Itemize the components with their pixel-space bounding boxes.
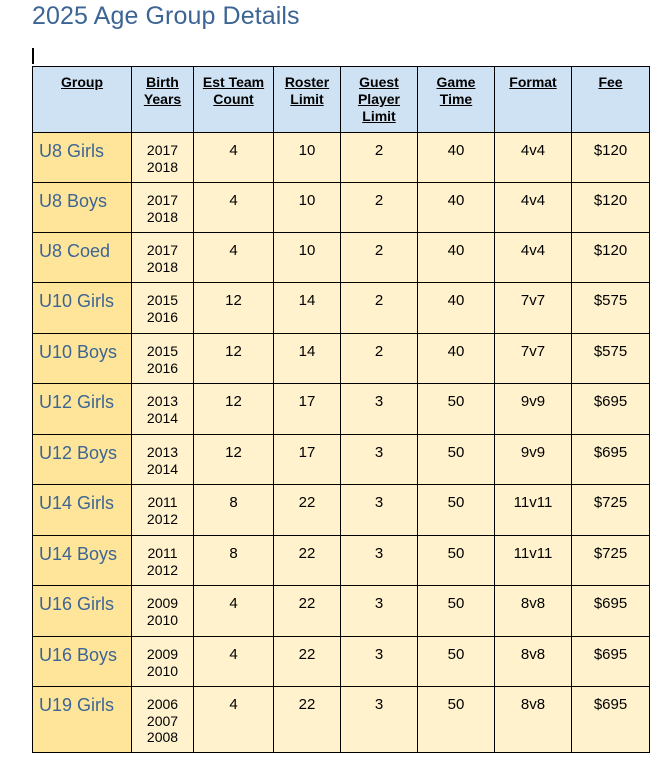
fee-cell: $725: [572, 536, 650, 586]
team-count-cell: 4: [194, 233, 274, 283]
roster-limit-cell: 10: [274, 233, 341, 283]
roster-limit-cell: 22: [274, 637, 341, 687]
text-cursor: [32, 48, 34, 64]
group-cell: U10 Boys: [33, 334, 132, 384]
guest-limit-cell: 3: [341, 384, 418, 435]
fee-cell: $120: [572, 183, 650, 233]
roster-limit-cell: 22: [274, 485, 341, 536]
format-cell: 4v4: [495, 133, 572, 183]
game-time-cell: 40: [418, 283, 495, 334]
team-count-cell: 4: [194, 687, 274, 753]
column-header-line: Birth: [146, 74, 179, 90]
table-row: [33, 183, 650, 233]
game-time-cell: 50: [418, 586, 495, 637]
fee-cell: $695: [572, 384, 650, 435]
group-cell: U16 Girls: [33, 586, 132, 637]
column-header-birth-years: [132, 67, 194, 133]
guest-limit-cell: 3: [341, 435, 418, 485]
format-cell: 8v8: [495, 586, 572, 637]
fee-cell: $695: [572, 586, 650, 637]
column-header-line: Est Team: [202, 74, 265, 90]
team-count-cell: 12: [194, 283, 274, 334]
fee-cell: $120: [572, 133, 650, 183]
column-header-line: Guest: [359, 74, 399, 90]
group-cell: U14 Girls: [33, 485, 132, 536]
birth-years-cell: [132, 435, 194, 485]
column-header-fee: [572, 67, 650, 133]
guest-limit-cell: 2: [341, 334, 418, 384]
birth-year: 2018: [146, 258, 179, 275]
birth-year: 2012: [146, 561, 179, 578]
fee-cell: $695: [572, 637, 650, 687]
birth-year: 2009: [146, 595, 179, 611]
fee-cell: $695: [572, 435, 650, 485]
birth-year: 2015: [146, 292, 179, 308]
birth-years-cell: [132, 586, 194, 637]
birth-years-cell: [132, 283, 194, 334]
table-header-row: [33, 67, 650, 133]
format-cell: 9v9: [495, 384, 572, 435]
birth-year: 2018: [146, 208, 179, 225]
column-header-group: [33, 67, 132, 133]
fee-cell: $695: [572, 687, 650, 753]
roster-limit-cell: 17: [274, 435, 341, 485]
format-cell: 11v11: [495, 536, 572, 586]
roster-limit-cell: 10: [274, 183, 341, 233]
birth-year: 2006: [146, 696, 179, 712]
game-time-cell: 40: [418, 334, 495, 384]
column-header-line: Count: [213, 91, 254, 107]
roster-limit-cell: 14: [274, 334, 341, 384]
birth-year: 2013: [146, 444, 179, 460]
table-row: [33, 384, 650, 435]
birth-years-cell: [132, 687, 194, 753]
group-cell: U8 Boys: [33, 183, 132, 233]
format-cell: 4v4: [495, 233, 572, 283]
guest-limit-cell: 3: [341, 637, 418, 687]
birth-year: 2013: [146, 393, 179, 409]
column-header-est-team-count: [194, 67, 274, 133]
table-row: [33, 586, 650, 637]
birth-year: 2016: [146, 359, 179, 376]
format-cell: 8v8: [495, 687, 572, 753]
birth-year: 2017: [146, 192, 179, 208]
guest-limit-cell: 2: [341, 133, 418, 183]
format-cell: 4v4: [495, 183, 572, 233]
team-count-cell: 12: [194, 334, 274, 384]
column-header-line: Limit: [362, 108, 396, 124]
team-count-cell: 8: [194, 536, 274, 586]
team-count-cell: 8: [194, 485, 274, 536]
table-row: [33, 133, 650, 183]
team-count-cell: 12: [194, 435, 274, 485]
birth-year: 2011: [147, 545, 178, 561]
format-cell: 9v9: [495, 435, 572, 485]
column-header-guest-player-limit: [341, 67, 418, 133]
team-count-cell: 12: [194, 384, 274, 435]
group-cell: U12 Girls: [33, 384, 132, 435]
birth-year: 2007: [146, 712, 179, 729]
table-row: [33, 637, 650, 687]
birth-year: 2016: [146, 308, 179, 325]
fee-cell: $725: [572, 485, 650, 536]
game-time-cell: 50: [418, 536, 495, 586]
table-row: [33, 485, 650, 536]
birth-year: 2010: [146, 662, 179, 679]
team-count-cell: 4: [194, 133, 274, 183]
game-time-cell: 50: [418, 687, 495, 753]
fee-cell: $575: [572, 334, 650, 384]
group-cell: U14 Boys: [33, 536, 132, 586]
group-cell: U10 Girls: [33, 283, 132, 334]
age-group-table: [32, 66, 650, 753]
birth-year: 2015: [146, 343, 179, 359]
table-row: [33, 334, 650, 384]
game-time-cell: 50: [418, 485, 495, 536]
column-header-line: Game: [436, 74, 476, 90]
column-header-line: Roster: [284, 74, 330, 90]
birth-year: 2010: [146, 611, 179, 628]
column-header-line: Player: [357, 91, 401, 107]
birth-year: 2018: [146, 158, 179, 175]
column-header-line: Years: [143, 91, 182, 107]
group-cell: U8 Coed: [33, 233, 132, 283]
column-header-line: Time: [439, 91, 473, 107]
game-time-cell: 40: [418, 183, 495, 233]
birth-years-cell: [132, 334, 194, 384]
table-row: [33, 536, 650, 586]
birth-year: 2012: [146, 510, 179, 527]
birth-years-cell: [132, 637, 194, 687]
table-body: [33, 133, 650, 753]
group-cell: U12 Boys: [33, 435, 132, 485]
roster-limit-cell: 17: [274, 384, 341, 435]
column-header-line: Limit: [290, 91, 324, 107]
column-header-line: Group: [61, 74, 103, 90]
guest-limit-cell: 2: [341, 233, 418, 283]
birth-year: 2017: [146, 242, 179, 258]
birth-years-cell: [132, 536, 194, 586]
fee-cell: $120: [572, 233, 650, 283]
format-cell: 7v7: [495, 334, 572, 384]
column-header-format: [495, 67, 572, 133]
game-time-cell: 40: [418, 133, 495, 183]
team-count-cell: 4: [194, 637, 274, 687]
format-cell: 8v8: [495, 637, 572, 687]
game-time-cell: 50: [418, 384, 495, 435]
birth-year: 2008: [146, 729, 179, 745]
birth-year: 2014: [146, 460, 179, 477]
guest-limit-cell: 3: [341, 536, 418, 586]
birth-years-cell: [132, 233, 194, 283]
guest-limit-cell: 3: [341, 586, 418, 637]
game-time-cell: 50: [418, 637, 495, 687]
birth-years-cell: [132, 485, 194, 536]
group-cell: U16 Boys: [33, 637, 132, 687]
team-count-cell: 4: [194, 183, 274, 233]
page-title: 2025 Age Group Details: [32, 2, 300, 30]
group-cell: U19 Girls: [33, 687, 132, 753]
birth-year: 2017: [146, 142, 179, 158]
guest-limit-cell: 2: [341, 183, 418, 233]
roster-limit-cell: 22: [274, 687, 341, 753]
birth-years-cell: [132, 384, 194, 435]
table-row: [33, 283, 650, 334]
guest-limit-cell: 3: [341, 485, 418, 536]
column-header-line: Format: [509, 74, 557, 90]
roster-limit-cell: 22: [274, 586, 341, 637]
table-row: [33, 687, 650, 753]
fee-cell: $575: [572, 283, 650, 334]
format-cell: 11v11: [495, 485, 572, 536]
group-cell: U8 Girls: [33, 133, 132, 183]
column-header-line: Fee: [598, 74, 623, 90]
birth-year: 2014: [146, 409, 179, 426]
roster-limit-cell: 22: [274, 536, 341, 586]
roster-limit-cell: 14: [274, 283, 341, 334]
birth-year: 2011: [147, 494, 178, 510]
column-header-roster-limit: [274, 67, 341, 133]
birth-year: 2009: [146, 646, 179, 662]
birth-years-cell: [132, 183, 194, 233]
column-header-game-time: [418, 67, 495, 133]
format-cell: 7v7: [495, 283, 572, 334]
game-time-cell: 50: [418, 435, 495, 485]
birth-years-cell: [132, 133, 194, 183]
table-row: [33, 435, 650, 485]
game-time-cell: 40: [418, 233, 495, 283]
guest-limit-cell: 3: [341, 687, 418, 753]
team-count-cell: 4: [194, 586, 274, 637]
guest-limit-cell: 2: [341, 283, 418, 334]
roster-limit-cell: 10: [274, 133, 341, 183]
table-row: [33, 233, 650, 283]
